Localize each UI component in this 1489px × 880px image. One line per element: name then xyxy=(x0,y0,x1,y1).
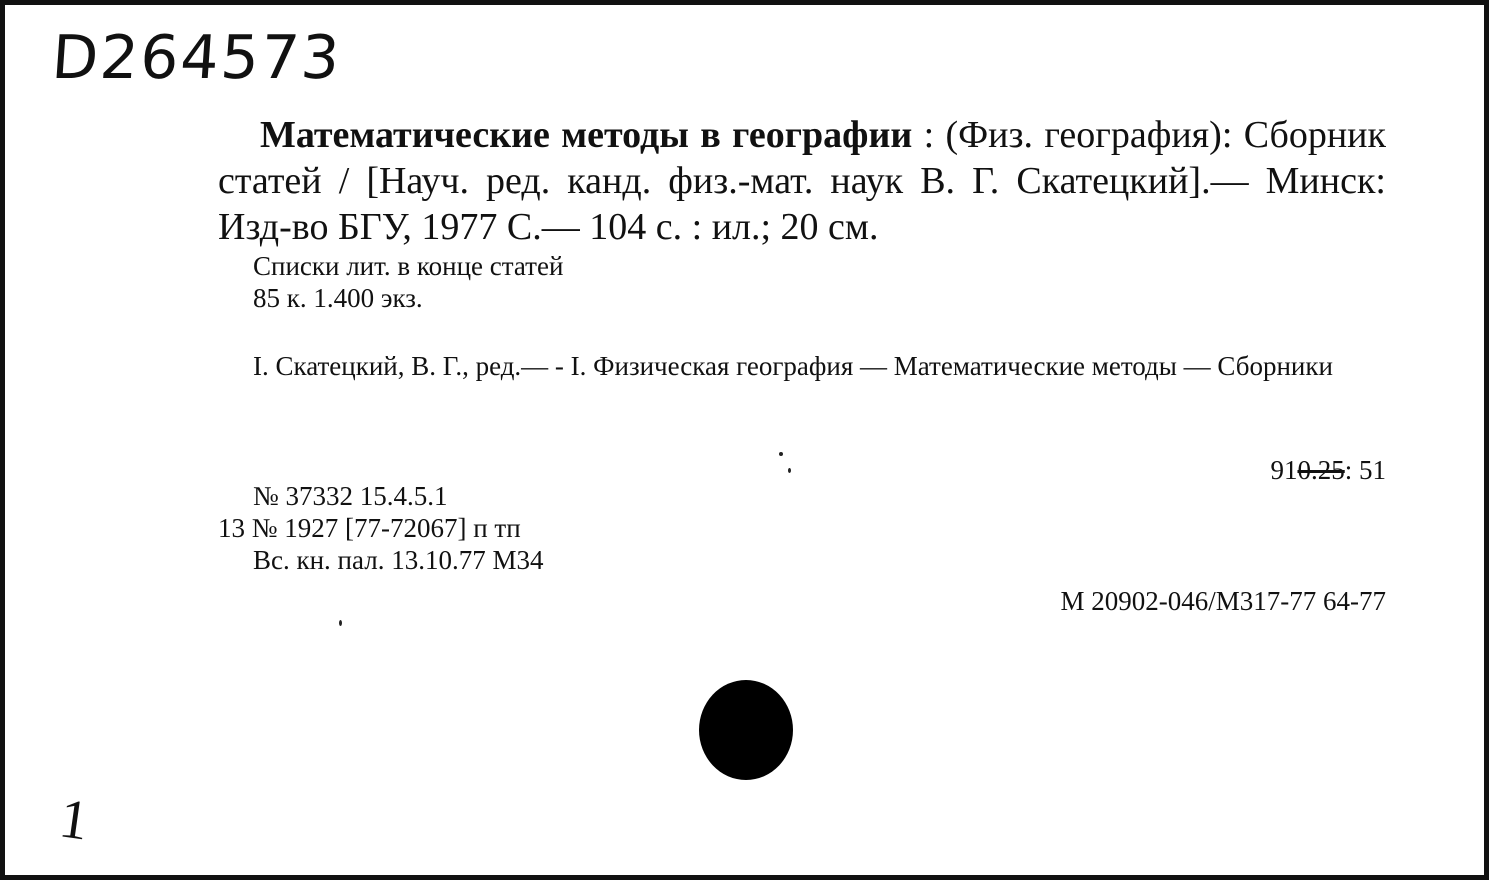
accession-line: № 37332 15.4.5.1 xyxy=(253,481,448,511)
notes-block xyxy=(253,250,563,314)
classification-suffix: : 51 xyxy=(1344,455,1386,485)
speck xyxy=(339,620,342,626)
title-rest: : (Физ. география): Сборник статей / [Науч. ред. канд. физ.-мат. наук В. Г. Скатецкий].— Минск: Изд-во БГУ, 1977 С.— 104 с. : ил.; 20 см. xyxy=(218,114,1386,248)
publisher-code: М 20902-046/М317-77 64-77 xyxy=(1060,586,1386,616)
classification-struck: 0.25 xyxy=(1297,455,1345,485)
title-bold: Математические методы в географии xyxy=(260,114,913,156)
note-line: Списки лит. в конце статей xyxy=(253,251,564,281)
note-line: 85 к. 1.400 экз. xyxy=(253,283,423,313)
classification-prefix: 91 xyxy=(1270,455,1298,485)
accession-line: Вс. кн. пал. 13.10.77 М34 xyxy=(253,545,544,575)
speck xyxy=(779,452,783,456)
classification-index xyxy=(1270,454,1386,486)
accession-block xyxy=(218,480,543,576)
tracings: I. Скатецкий, В. Г., ред.— - I. Физическая география — Математические методы — Сборники xyxy=(253,351,1333,381)
corner-mark: 1 xyxy=(55,787,93,853)
speck xyxy=(788,468,791,473)
accession-line: 13 № 1927 [77-72067] п тп xyxy=(218,513,521,543)
bibliographic-description xyxy=(218,112,1386,250)
punch-hole xyxy=(699,680,793,780)
handwritten-number: D264573 xyxy=(49,23,344,93)
